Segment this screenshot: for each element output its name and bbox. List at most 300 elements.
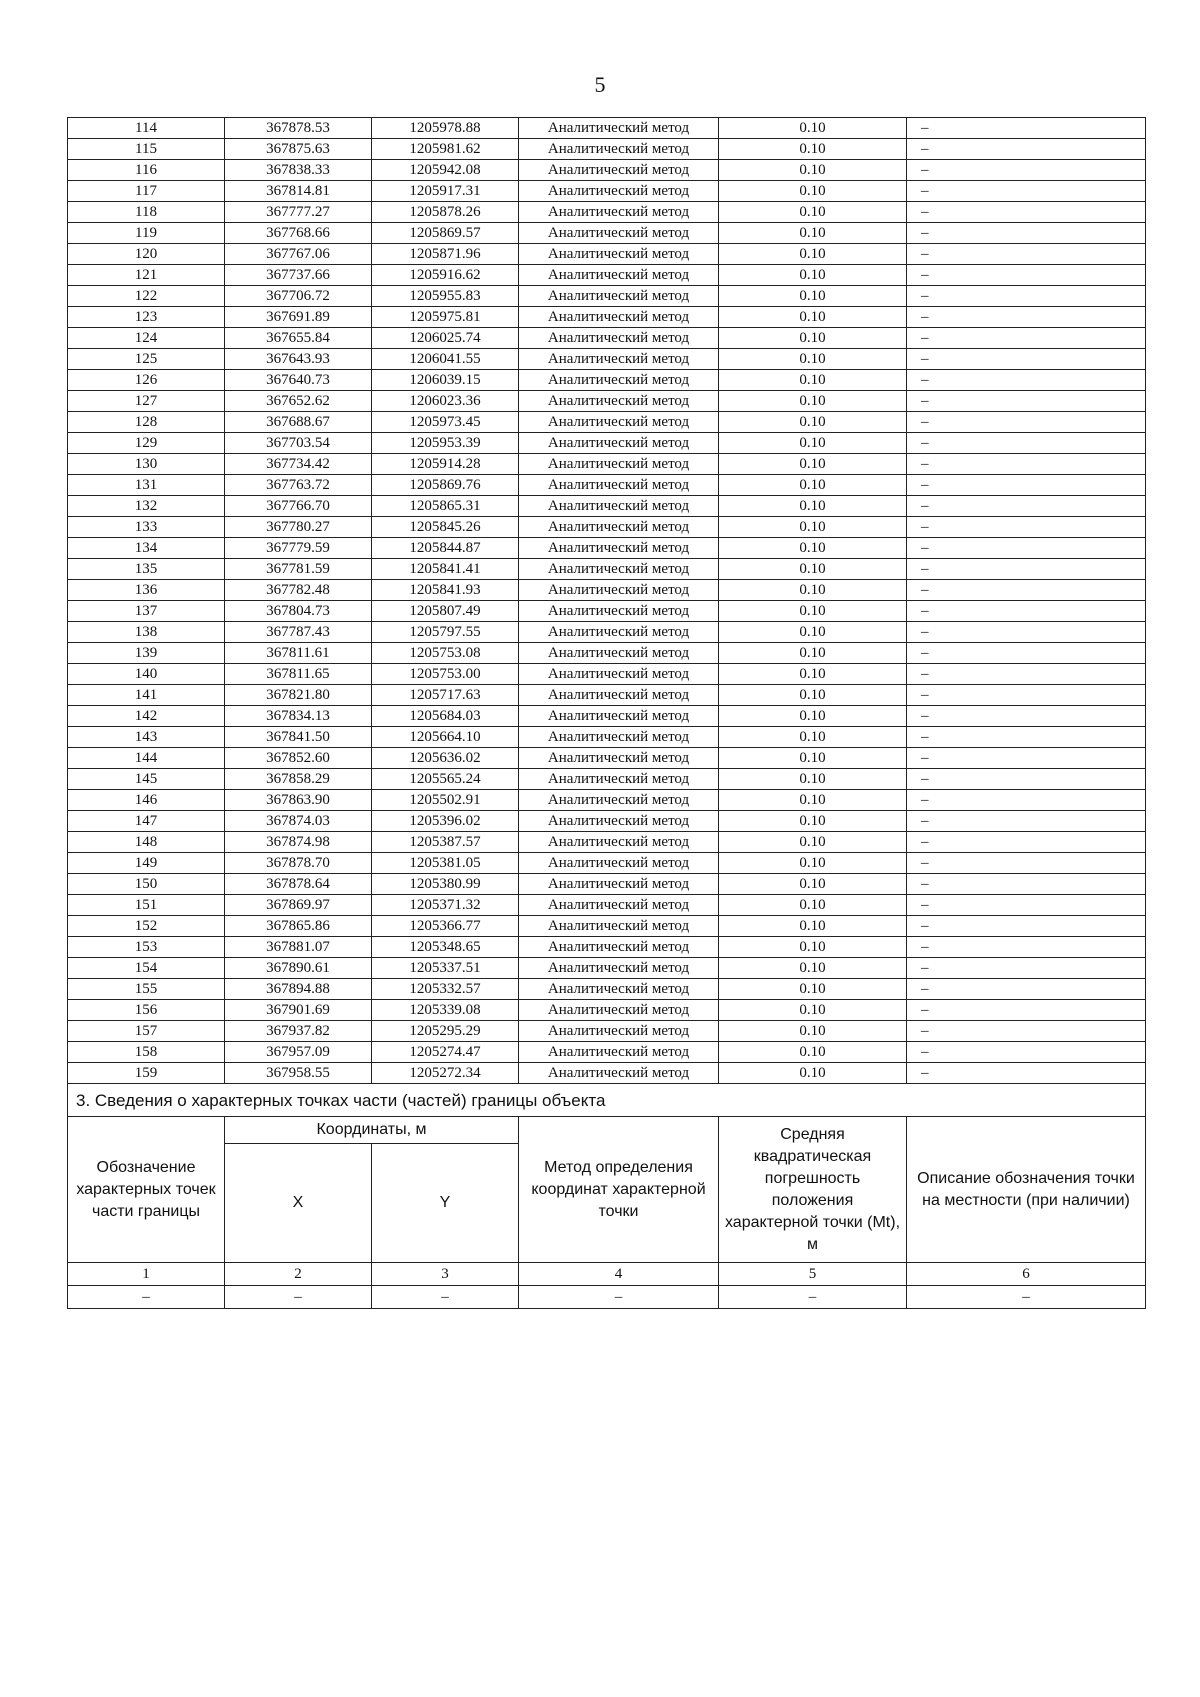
table-row — [68, 538, 1146, 559]
y-coordinate: 1205871.96 — [372, 244, 519, 265]
table-row — [68, 1063, 1146, 1084]
point-id: 123 — [68, 307, 225, 328]
table-row — [68, 643, 1146, 664]
precision: 0.10 — [719, 118, 907, 139]
description: – — [907, 202, 1146, 223]
precision: 0.10 — [719, 202, 907, 223]
method: Аналитический метод — [519, 811, 719, 832]
column-number: 5 — [719, 1263, 907, 1286]
y-coordinate: 1205380.99 — [372, 874, 519, 895]
precision: 0.10 — [719, 685, 907, 706]
description: – — [907, 370, 1146, 391]
point-id: 117 — [68, 181, 225, 202]
y-coordinate: 1205841.41 — [372, 559, 519, 580]
point-id: 159 — [68, 1063, 225, 1084]
x-coordinate: 367737.66 — [225, 265, 372, 286]
point-id: 131 — [68, 475, 225, 496]
table-row — [68, 160, 1146, 181]
description: – — [907, 748, 1146, 769]
point-id: 127 — [68, 391, 225, 412]
y-coordinate: 1206023.36 — [372, 391, 519, 412]
method: Аналитический метод — [519, 202, 719, 223]
point-id: 149 — [68, 853, 225, 874]
precision: 0.10 — [719, 958, 907, 979]
point-id: 121 — [68, 265, 225, 286]
description: – — [907, 958, 1146, 979]
precision: 0.10 — [719, 349, 907, 370]
x-coordinate: 367811.65 — [225, 664, 372, 685]
precision: 0.10 — [719, 517, 907, 538]
y-coordinate: 1205274.47 — [372, 1042, 519, 1063]
method: Аналитический метод — [519, 265, 719, 286]
precision: 0.10 — [719, 874, 907, 895]
method: Аналитический метод — [519, 391, 719, 412]
y-coordinate: 1206041.55 — [372, 349, 519, 370]
method: Аналитический метод — [519, 958, 719, 979]
point-id: 156 — [68, 1000, 225, 1021]
table-row — [68, 685, 1146, 706]
x-coordinate: 367777.27 — [225, 202, 372, 223]
description: – — [907, 286, 1146, 307]
point-id: 146 — [68, 790, 225, 811]
column-number: 1 — [68, 1263, 225, 1286]
point-id: 145 — [68, 769, 225, 790]
table-row — [68, 790, 1146, 811]
y-coordinate: 1205371.32 — [372, 895, 519, 916]
point-id: 154 — [68, 958, 225, 979]
description: – — [907, 559, 1146, 580]
point-id: 155 — [68, 979, 225, 1000]
section-3 — [68, 1084, 1146, 1309]
method: Аналитический метод — [519, 538, 719, 559]
x-coordinate: 367782.48 — [225, 580, 372, 601]
header-method: Метод определения координат характерной точки — [519, 1117, 719, 1263]
precision: 0.10 — [719, 769, 907, 790]
y-coordinate: 1205753.08 — [372, 643, 519, 664]
description: – — [907, 160, 1146, 181]
table-row — [68, 139, 1146, 160]
table-row — [68, 664, 1146, 685]
precision: 0.10 — [719, 160, 907, 181]
method: Аналитический метод — [519, 706, 719, 727]
table-row — [68, 748, 1146, 769]
table-row — [68, 895, 1146, 916]
description: – — [907, 433, 1146, 454]
precision: 0.10 — [719, 748, 907, 769]
y-coordinate: 1205942.08 — [372, 160, 519, 181]
precision: 0.10 — [719, 1063, 907, 1084]
description: – — [907, 517, 1146, 538]
precision: 0.10 — [719, 265, 907, 286]
precision: 0.10 — [719, 895, 907, 916]
precision: 0.10 — [719, 496, 907, 517]
table-row — [68, 958, 1146, 979]
description: – — [907, 391, 1146, 412]
table-row — [68, 286, 1146, 307]
point-id: 134 — [68, 538, 225, 559]
precision: 0.10 — [719, 706, 907, 727]
description: – — [907, 1042, 1146, 1063]
point-id: 147 — [68, 811, 225, 832]
x-coordinate: 367804.73 — [225, 601, 372, 622]
table-row — [68, 118, 1146, 139]
precision: 0.10 — [719, 370, 907, 391]
description: – — [907, 244, 1146, 265]
precision: 0.10 — [719, 454, 907, 475]
x-coordinate: 367878.70 — [225, 853, 372, 874]
precision: 0.10 — [719, 1021, 907, 1042]
table-row — [68, 1042, 1146, 1063]
y-coordinate: 1205865.31 — [372, 496, 519, 517]
description: – — [907, 811, 1146, 832]
table-row — [68, 412, 1146, 433]
precision: 0.10 — [719, 811, 907, 832]
table-row — [68, 622, 1146, 643]
header-precision: Средняя квадратическая погрешность положения характерной точки (Mt), м — [719, 1117, 907, 1263]
method: Аналитический метод — [519, 475, 719, 496]
table-row — [68, 853, 1146, 874]
table-row — [68, 244, 1146, 265]
precision: 0.10 — [719, 307, 907, 328]
method: Аналитический метод — [519, 685, 719, 706]
method: Аналитический метод — [519, 790, 719, 811]
x-coordinate: 367643.93 — [225, 349, 372, 370]
y-coordinate: 1205869.76 — [372, 475, 519, 496]
precision: 0.10 — [719, 412, 907, 433]
point-id: 133 — [68, 517, 225, 538]
table-row — [68, 496, 1146, 517]
point-id: 115 — [68, 139, 225, 160]
y-coordinate: 1205975.81 — [372, 307, 519, 328]
description: – — [907, 874, 1146, 895]
description: – — [907, 580, 1146, 601]
method: Аналитический метод — [519, 664, 719, 685]
description: – — [907, 118, 1146, 139]
method: Аналитический метод — [519, 1042, 719, 1063]
x-coordinate: 367706.72 — [225, 286, 372, 307]
y-coordinate: 1205502.91 — [372, 790, 519, 811]
x-coordinate: 367890.61 — [225, 958, 372, 979]
method: Аналитический метод — [519, 181, 719, 202]
table-row — [68, 874, 1146, 895]
table-row — [68, 811, 1146, 832]
y-coordinate: 1205337.51 — [372, 958, 519, 979]
description: – — [907, 412, 1146, 433]
method: Аналитический метод — [519, 643, 719, 664]
description: – — [907, 1063, 1146, 1084]
method: Аналитический метод — [519, 895, 719, 916]
precision: 0.10 — [719, 1042, 907, 1063]
point-id: 129 — [68, 433, 225, 454]
description: – — [907, 349, 1146, 370]
description: – — [907, 1021, 1146, 1042]
method: Аналитический метод — [519, 307, 719, 328]
x-coordinate: 367834.13 — [225, 706, 372, 727]
point-id: 119 — [68, 223, 225, 244]
method: Аналитический метод — [519, 454, 719, 475]
description: – — [907, 328, 1146, 349]
method: Аналитический метод — [519, 517, 719, 538]
x-coordinate: 367869.97 — [225, 895, 372, 916]
point-id: 139 — [68, 643, 225, 664]
method: Аналитический метод — [519, 916, 719, 937]
method: Аналитический метод — [519, 748, 719, 769]
table-row — [68, 265, 1146, 286]
precision: 0.10 — [719, 244, 907, 265]
precision: 0.10 — [719, 937, 907, 958]
point-id: 125 — [68, 349, 225, 370]
description: – — [907, 727, 1146, 748]
table-row — [68, 916, 1146, 937]
y-coordinate: 1205565.24 — [372, 769, 519, 790]
boundary-points-table — [67, 117, 1146, 1309]
point-id: 151 — [68, 895, 225, 916]
precision: 0.10 — [719, 433, 907, 454]
precision: 0.10 — [719, 538, 907, 559]
x-coordinate: 367787.43 — [225, 622, 372, 643]
description: – — [907, 181, 1146, 202]
x-coordinate: 367874.03 — [225, 811, 372, 832]
x-coordinate: 367958.55 — [225, 1063, 372, 1084]
header-point-designation: Обозначение характерных точек части границы — [68, 1117, 225, 1263]
x-coordinate: 367640.73 — [225, 370, 372, 391]
point-id: 124 — [68, 328, 225, 349]
header-coordinates: Координаты, м — [225, 1117, 519, 1144]
y-coordinate: 1205878.26 — [372, 202, 519, 223]
empty-cell: – — [372, 1286, 519, 1309]
column-number: 2 — [225, 1263, 372, 1286]
x-coordinate: 367780.27 — [225, 517, 372, 538]
table-row — [68, 454, 1146, 475]
y-coordinate: 1205332.57 — [372, 979, 519, 1000]
y-coordinate: 1205348.65 — [372, 937, 519, 958]
precision: 0.10 — [719, 727, 907, 748]
x-coordinate: 367691.89 — [225, 307, 372, 328]
x-coordinate: 367901.69 — [225, 1000, 372, 1021]
method: Аналитический метод — [519, 160, 719, 181]
x-coordinate: 367821.80 — [225, 685, 372, 706]
precision: 0.10 — [719, 622, 907, 643]
method: Аналитический метод — [519, 937, 719, 958]
description: – — [907, 643, 1146, 664]
x-coordinate: 367779.59 — [225, 538, 372, 559]
point-id: 138 — [68, 622, 225, 643]
point-id: 157 — [68, 1021, 225, 1042]
description: – — [907, 1000, 1146, 1021]
point-id: 144 — [68, 748, 225, 769]
description: – — [907, 664, 1146, 685]
precision: 0.10 — [719, 559, 907, 580]
precision: 0.10 — [719, 664, 907, 685]
x-coordinate: 367858.29 — [225, 769, 372, 790]
description: – — [907, 937, 1146, 958]
point-id: 152 — [68, 916, 225, 937]
empty-data-row — [68, 1286, 1146, 1309]
method: Аналитический метод — [519, 244, 719, 265]
y-coordinate: 1205845.26 — [372, 517, 519, 538]
description: – — [907, 307, 1146, 328]
y-coordinate: 1205841.93 — [372, 580, 519, 601]
empty-cell: – — [519, 1286, 719, 1309]
table-row — [68, 559, 1146, 580]
precision: 0.10 — [719, 475, 907, 496]
method: Аналитический метод — [519, 223, 719, 244]
description: – — [907, 223, 1146, 244]
method: Аналитический метод — [519, 1063, 719, 1084]
table-row — [68, 517, 1146, 538]
precision: 0.10 — [719, 790, 907, 811]
precision: 0.10 — [719, 832, 907, 853]
x-coordinate: 367881.07 — [225, 937, 372, 958]
method: Аналитический метод — [519, 412, 719, 433]
precision: 0.10 — [719, 916, 907, 937]
table-row — [68, 937, 1146, 958]
method: Аналитический метод — [519, 559, 719, 580]
point-id: 128 — [68, 412, 225, 433]
table-row — [68, 349, 1146, 370]
method: Аналитический метод — [519, 139, 719, 160]
column-number: 4 — [519, 1263, 719, 1286]
x-coordinate: 367863.90 — [225, 790, 372, 811]
table-row — [68, 979, 1146, 1000]
x-coordinate: 367875.63 — [225, 139, 372, 160]
y-coordinate: 1205807.49 — [372, 601, 519, 622]
x-coordinate: 367838.33 — [225, 160, 372, 181]
x-coordinate: 367811.61 — [225, 643, 372, 664]
table-row — [68, 181, 1146, 202]
point-id: 153 — [68, 937, 225, 958]
point-id: 126 — [68, 370, 225, 391]
table-row — [68, 202, 1146, 223]
y-coordinate: 1205797.55 — [372, 622, 519, 643]
precision: 0.10 — [719, 643, 907, 664]
method: Аналитический метод — [519, 349, 719, 370]
x-coordinate: 367878.53 — [225, 118, 372, 139]
point-id: 118 — [68, 202, 225, 223]
y-coordinate: 1205869.57 — [372, 223, 519, 244]
precision: 0.10 — [719, 223, 907, 244]
method: Аналитический метод — [519, 328, 719, 349]
y-coordinate: 1205295.29 — [372, 1021, 519, 1042]
precision: 0.10 — [719, 1000, 907, 1021]
precision: 0.10 — [719, 979, 907, 1000]
y-coordinate: 1205955.83 — [372, 286, 519, 307]
y-coordinate: 1205396.02 — [372, 811, 519, 832]
point-id: 137 — [68, 601, 225, 622]
table-row — [68, 769, 1146, 790]
description: – — [907, 622, 1146, 643]
header-y: Y — [372, 1144, 519, 1263]
point-id: 150 — [68, 874, 225, 895]
y-coordinate: 1205366.77 — [372, 916, 519, 937]
x-coordinate: 367878.64 — [225, 874, 372, 895]
y-coordinate: 1205916.62 — [372, 265, 519, 286]
precision: 0.10 — [719, 139, 907, 160]
method: Аналитический метод — [519, 727, 719, 748]
description: – — [907, 538, 1146, 559]
method: Аналитический метод — [519, 286, 719, 307]
y-coordinate: 1205753.00 — [372, 664, 519, 685]
header-description: Описание обозначения точки на местности (при наличии) — [907, 1117, 1146, 1263]
method: Аналитический метод — [519, 433, 719, 454]
description: – — [907, 769, 1146, 790]
precision: 0.10 — [719, 181, 907, 202]
y-coordinate: 1205981.62 — [372, 139, 519, 160]
table-row — [68, 223, 1146, 244]
table-row — [68, 370, 1146, 391]
point-id: 136 — [68, 580, 225, 601]
point-id: 141 — [68, 685, 225, 706]
y-coordinate: 1205339.08 — [372, 1000, 519, 1021]
precision: 0.10 — [719, 391, 907, 412]
y-coordinate: 1205717.63 — [372, 685, 519, 706]
description: – — [907, 475, 1146, 496]
method: Аналитический метод — [519, 874, 719, 895]
method: Аналитический метод — [519, 580, 719, 601]
x-coordinate: 367781.59 — [225, 559, 372, 580]
y-coordinate: 1205387.57 — [372, 832, 519, 853]
empty-cell: – — [907, 1286, 1146, 1309]
header-x: X — [225, 1144, 372, 1263]
x-coordinate: 367894.88 — [225, 979, 372, 1000]
point-id: 130 — [68, 454, 225, 475]
column-number: 6 — [907, 1263, 1146, 1286]
y-coordinate: 1205978.88 — [372, 118, 519, 139]
precision: 0.10 — [719, 580, 907, 601]
method: Аналитический метод — [519, 496, 719, 517]
x-coordinate: 367852.60 — [225, 748, 372, 769]
x-coordinate: 367937.82 — [225, 1021, 372, 1042]
y-coordinate: 1206025.74 — [372, 328, 519, 349]
x-coordinate: 367766.70 — [225, 496, 372, 517]
y-coordinate: 1205664.10 — [372, 727, 519, 748]
method: Аналитический метод — [519, 853, 719, 874]
method: Аналитический метод — [519, 622, 719, 643]
table-row — [68, 475, 1146, 496]
y-coordinate: 1205684.03 — [372, 706, 519, 727]
table-row — [68, 328, 1146, 349]
y-coordinate: 1205636.02 — [372, 748, 519, 769]
x-coordinate: 367688.67 — [225, 412, 372, 433]
table-row — [68, 706, 1146, 727]
description: – — [907, 265, 1146, 286]
table-row — [68, 1021, 1146, 1042]
point-id: 114 — [68, 118, 225, 139]
column-number: 3 — [372, 1263, 519, 1286]
x-coordinate: 367703.54 — [225, 433, 372, 454]
method: Аналитический метод — [519, 832, 719, 853]
x-coordinate: 367874.98 — [225, 832, 372, 853]
point-id: 140 — [68, 664, 225, 685]
precision: 0.10 — [719, 328, 907, 349]
y-coordinate: 1205917.31 — [372, 181, 519, 202]
y-coordinate: 1205272.34 — [372, 1063, 519, 1084]
x-coordinate: 367768.66 — [225, 223, 372, 244]
point-id: 142 — [68, 706, 225, 727]
description: – — [907, 895, 1146, 916]
x-coordinate: 367763.72 — [225, 475, 372, 496]
precision: 0.10 — [719, 853, 907, 874]
x-coordinate: 367841.50 — [225, 727, 372, 748]
precision: 0.10 — [719, 601, 907, 622]
y-coordinate: 1205381.05 — [372, 853, 519, 874]
description: – — [907, 454, 1146, 475]
description: – — [907, 832, 1146, 853]
x-coordinate: 367865.86 — [225, 916, 372, 937]
method: Аналитический метод — [519, 118, 719, 139]
point-id: 120 — [68, 244, 225, 265]
y-coordinate: 1205844.87 — [372, 538, 519, 559]
